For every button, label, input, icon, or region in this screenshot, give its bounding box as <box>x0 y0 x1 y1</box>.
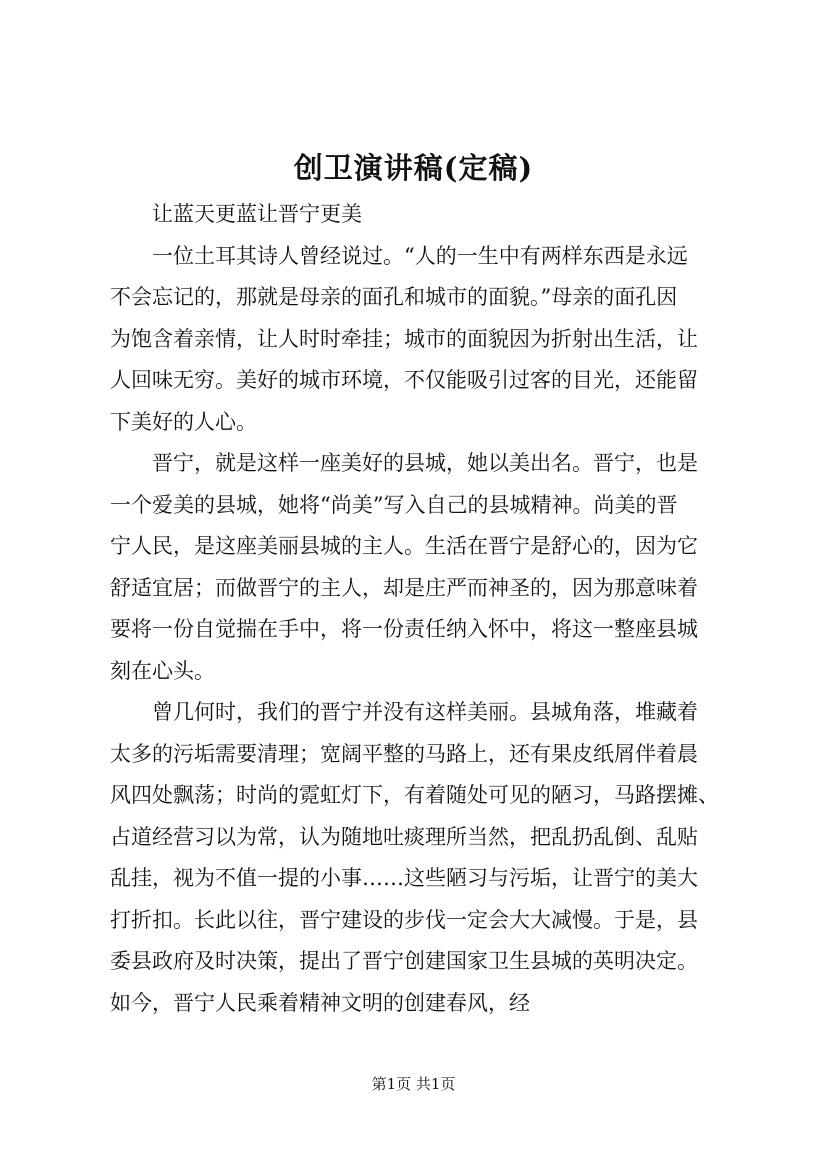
paragraph-line: 为饱含着亲情，让人时时牵挂；城市的面貌因为折射出生活，让 <box>110 326 698 351</box>
paragraph-line: 宁人民，是这座美丽县城的主人。生活在晋宁是舒心的，因为它 <box>110 534 698 558</box>
paragraph-line: 舒适宜居；而做晋宁的主人，却是庄严而神圣的，因为那意味着 <box>110 575 698 600</box>
paragraph-line: 要将一份自觉揣在手中，将一份责任纳入怀中，将这一整座县城 <box>110 617 698 641</box>
document-title: 创卫演讲稿(定稿) <box>293 151 534 185</box>
paragraph-line: 占道经营习以为常，认为随地吐痰理所当然，把乱扔乱倒、乱贴 <box>110 824 698 849</box>
paragraph-line: 不会忘记的，那就是母亲的面孔和城市的面貌。”母亲的面孔因 <box>110 285 678 309</box>
paragraph-line: 曾几何时，我们的晋宁并没有这样美丽。县城角落，堆藏着 <box>152 700 698 724</box>
paragraph-line: 人回味无穷。美好的城市环境，不仅能吸引过客的目光，还能留 <box>110 368 698 392</box>
page-number: 第1页 共1页 <box>371 1075 456 1093</box>
paragraph-line: 太多的污垢需要清理；宽阔平整的马路上，还有果皮纸屑伴着晨 <box>110 741 698 766</box>
paragraph-line: 一个爱美的县城，她将“尚美”写入自己的县城精神。尚美的晋 <box>110 492 678 517</box>
paragraph-line: 让蓝天更蓝让晋宁更美 <box>152 202 362 226</box>
paragraph-line: 晋宁，就是这样一座美好的县城，她以美出名。晋宁，也是 <box>152 451 698 475</box>
document-body <box>110 194 740 1024</box>
paragraph-line: 一位土耳其诗人曾经说过。“人的一生中有两样东西是永远 <box>152 243 688 268</box>
paragraph-line: 乱挂，视为不值一提的小事……这些陋习与污垢，让晋宁的美大 <box>110 866 698 890</box>
paragraph-line: 委县政府及时决策，提出了晋宁创建国家卫生县城的英明决定。 <box>110 949 698 973</box>
paragraph-line: 刻在心头。 <box>110 658 215 683</box>
paragraph-line: 下美好的人心。 <box>110 409 257 434</box>
paragraph-line: 风四处飘荡；时尚的霓虹灯下，有着随处可见的陋习，马路摆摊、 <box>110 783 719 807</box>
paragraph-line: 如今，晋宁人民乘着精神文明的创建春风，经 <box>110 990 530 1015</box>
paragraph-line: 打折扣。长此以往，晋宁建设的步伐一定会大大减慢。于是，县 <box>110 907 698 932</box>
